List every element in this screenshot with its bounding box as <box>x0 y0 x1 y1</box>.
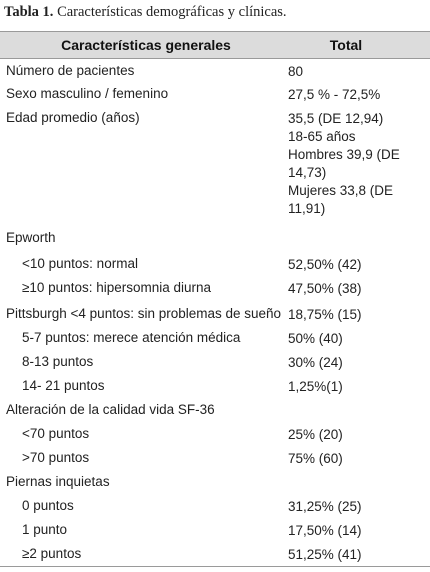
row-value-line: Mujeres 33,8 (DE <box>288 183 394 198</box>
table-row <box>0 276 430 302</box>
table-row <box>0 59 430 82</box>
characteristics-table <box>0 31 430 567</box>
table-row <box>0 518 430 542</box>
table-row <box>0 326 430 350</box>
table-row <box>0 82 430 106</box>
row-value-line: 1,25%(1) <box>288 379 343 394</box>
table-row <box>0 374 430 398</box>
row-value <box>288 426 430 444</box>
row-label: Sexo masculino / femenino <box>6 86 169 101</box>
table-row <box>0 542 430 566</box>
row-value <box>288 280 430 298</box>
row-label: Edad promedio (años) <box>6 110 140 125</box>
header-total: Total <box>329 37 363 53</box>
row-label: 14- 21 puntos <box>22 378 105 393</box>
row-label: ≥2 puntos <box>22 546 82 561</box>
row-value-line: 18,75% (15) <box>288 307 362 322</box>
row-value-line: 31,25% (25) <box>288 499 362 514</box>
row-value-line: Hombres 39,9 (DE <box>288 147 400 162</box>
table-row <box>0 470 430 494</box>
caption-label: Tabla 1. <box>4 4 54 20</box>
row-label: >70 puntos <box>22 450 90 465</box>
row-label: Pittsburgh <4 puntos: sin problemas de sueño <box>6 306 282 321</box>
row-label: Número de pacientes <box>6 63 135 78</box>
row-value-line: 14,73) <box>288 165 327 180</box>
row-value-line: 35,5 (DE 12,94) <box>288 111 384 126</box>
row-label: Piernas inquietas <box>6 474 110 489</box>
row-value-line: 25% (20) <box>288 427 343 442</box>
row-value <box>288 450 430 468</box>
row-value <box>288 330 430 348</box>
row-label: 5-7 puntos: merece atención médica <box>22 330 241 345</box>
row-value-line: 17,50% (14) <box>288 523 362 538</box>
row-label: Epworth <box>6 230 56 245</box>
row-value-line: 30% (24) <box>288 355 343 370</box>
table-row <box>0 446 430 470</box>
caption-text: Características demográficas y clínicas. <box>57 4 287 20</box>
row-label: Alteración de la calidad vida SF-36 <box>6 402 215 417</box>
header-characteristics: Características generales <box>61 37 231 53</box>
row-label: 0 puntos <box>22 498 74 513</box>
row-label: 8-13 puntos <box>22 354 94 369</box>
table-row <box>0 494 430 518</box>
row-value-line: 52,50% (42) <box>288 257 362 272</box>
table-caption <box>4 4 287 21</box>
row-value <box>288 522 430 540</box>
row-value <box>288 378 430 396</box>
row-value-line: 11,91) <box>288 201 326 216</box>
row-value-line: 27,5 % - 72,5% <box>288 87 381 102</box>
table-row <box>0 350 430 374</box>
table-row <box>0 302 430 326</box>
table-row <box>0 106 430 226</box>
row-value <box>288 63 430 81</box>
row-value-line: 75% (60) <box>288 451 343 466</box>
row-value <box>288 306 430 324</box>
table-row <box>0 226 430 252</box>
row-value-line: 47,50% (38) <box>288 281 362 296</box>
row-value <box>288 256 430 274</box>
row-value-line: 51,25% (41) <box>288 547 362 562</box>
row-value-line: 80 <box>288 64 304 79</box>
row-value <box>288 86 430 104</box>
table-row <box>0 422 430 446</box>
row-value-line: 18-65 años <box>288 129 356 144</box>
row-value-line: 50% (40) <box>288 331 343 346</box>
row-label: 1 punto <box>22 522 68 537</box>
table-row <box>0 252 430 276</box>
row-value <box>288 110 430 218</box>
row-label: <70 puntos <box>22 426 90 441</box>
row-label: ≥10 puntos: hipersomnia diurna <box>22 280 212 295</box>
table-body <box>0 59 430 567</box>
row-value <box>288 354 430 372</box>
table-row <box>0 398 430 422</box>
row-label: <10 puntos: normal <box>22 256 138 271</box>
row-value <box>288 498 430 516</box>
table-header <box>0 31 430 59</box>
row-value <box>288 546 430 564</box>
